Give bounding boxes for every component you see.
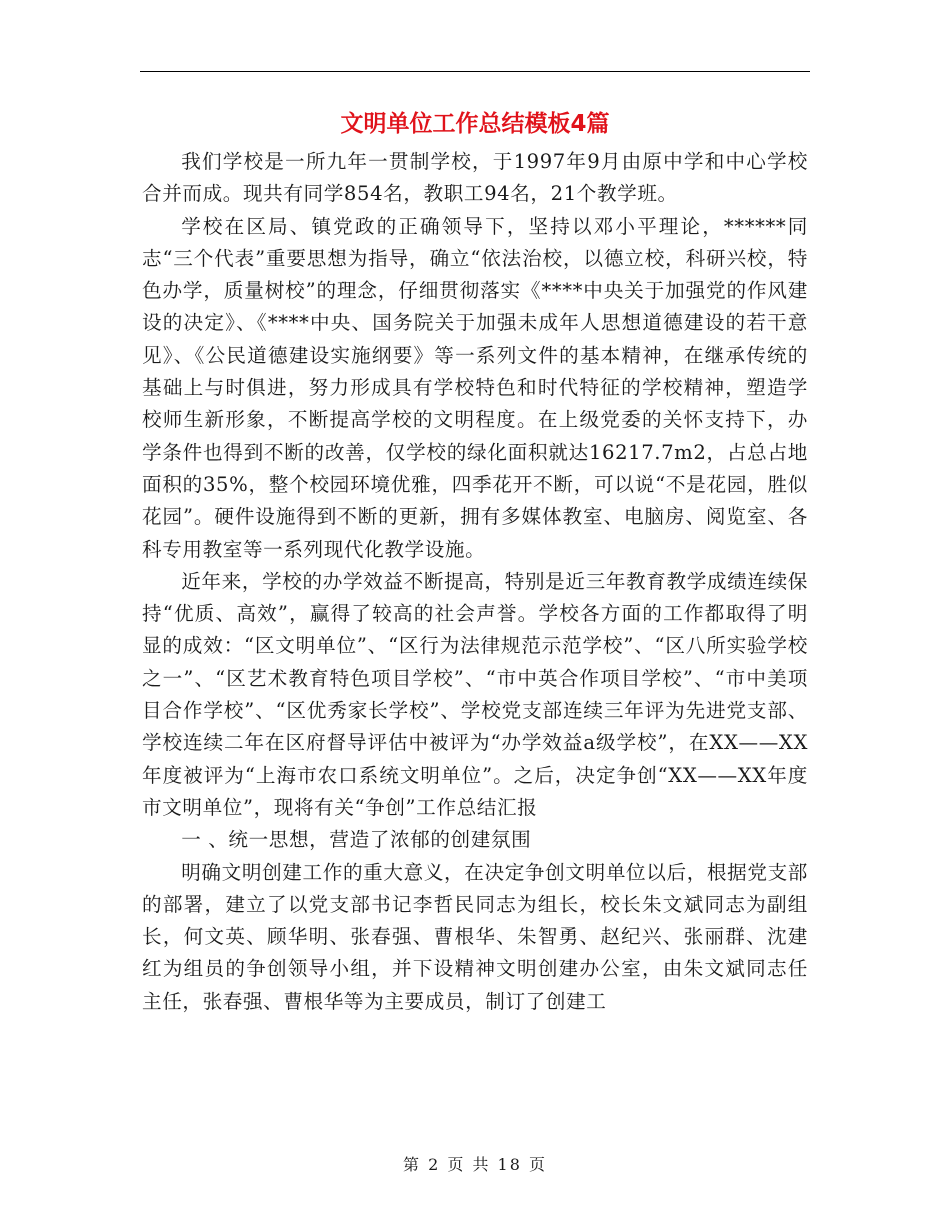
header-rule: [140, 71, 810, 72]
paragraph-leadership-group: 明确文明创建工作的重大意义，在决定争创文明单位以后，根据党支部的部署，建立了以党支部书记李哲民同志为组长，校长朱文斌同志为副组长，何文英、顾华明、张春强、曹根华、朱智勇、赵纪兴、张丽群、沈建红为组员的争创领导小组，并下设精神文明创建办公室，由朱文斌同志任主任，张春强、曹根华等为主要成员，制订了创建工: [142, 860, 808, 1013]
document-body: [142, 146, 808, 1018]
paragraph-achievements: 近年来，学校的办学效益不断提高，特别是近三年教育教学成绩连续保持“优质、高效”，赢得了较高的社会声誉。学校各方面的工作都取得了明显的成效：“区文明单位”、“区行为法律规范示范学校”、“区八所实验学校之一”、“区艺术教育特色项目学校”、“市中英合作项目学校”、“市中美项目合作学校”、“区优秀家长学校”、学校党支部连续三年评为先进党支部、学校连续二年在区府督导评估中被评为“办学效益a级学校”，在XX——XX年度被评为“上海市农口系统文明单位”。之后，决定争创“XX——XX年度市文明单位”，现将有关“争创”工作总结汇报: [142, 569, 808, 819]
page-footer: 第 2 页 共 18 页: [403, 1155, 547, 1174]
paragraph-leadership-philosophy: 学校在区局、镇党政的正确领导下，坚持以邓小平理论，******同志“三个代表”重要思想为指导，确立“依法治校，以德立校，科研兴校，特色办学，质量树校”的理念，仔细贯彻落实《****中央关于加强党的作风建设的决定》、《****中央、国务院关于加强未成年人思想道德建设的若干意见》、《公民道德建设实施纲要》等一系列文件的基本精神，在继承传统的基础上与时俱进，努力形成具有学校特色和时代特征的学校精神，塑造学校师生新形象，不断提高学校的文明程度。在上级党委的关怀支持下，办学条件也得到不断的改善，仅学校的绿化面积就达16217.7m2，占总占地面积的35%，整个校园环境优雅，四季花开不断，可以说“不是花园，胜似花园”。硬件设施得到不断的更新，拥有多媒体教室、电脑房、阅览室、各科专用教室等一系列现代化教学设施。: [142, 214, 808, 561]
document-title: 文明单位工作总结模板4篇: [340, 111, 610, 137]
section-heading-unify-thinking: 一 、统一思想，营造了浓郁的创建氛围: [181, 828, 532, 852]
paragraph-school-intro: 我们学校是一所九年一贯制学校，于1997年9月由原中学和中心学校合并而成。现共有同学854名，教职工94名，21个教学班。: [142, 150, 808, 206]
